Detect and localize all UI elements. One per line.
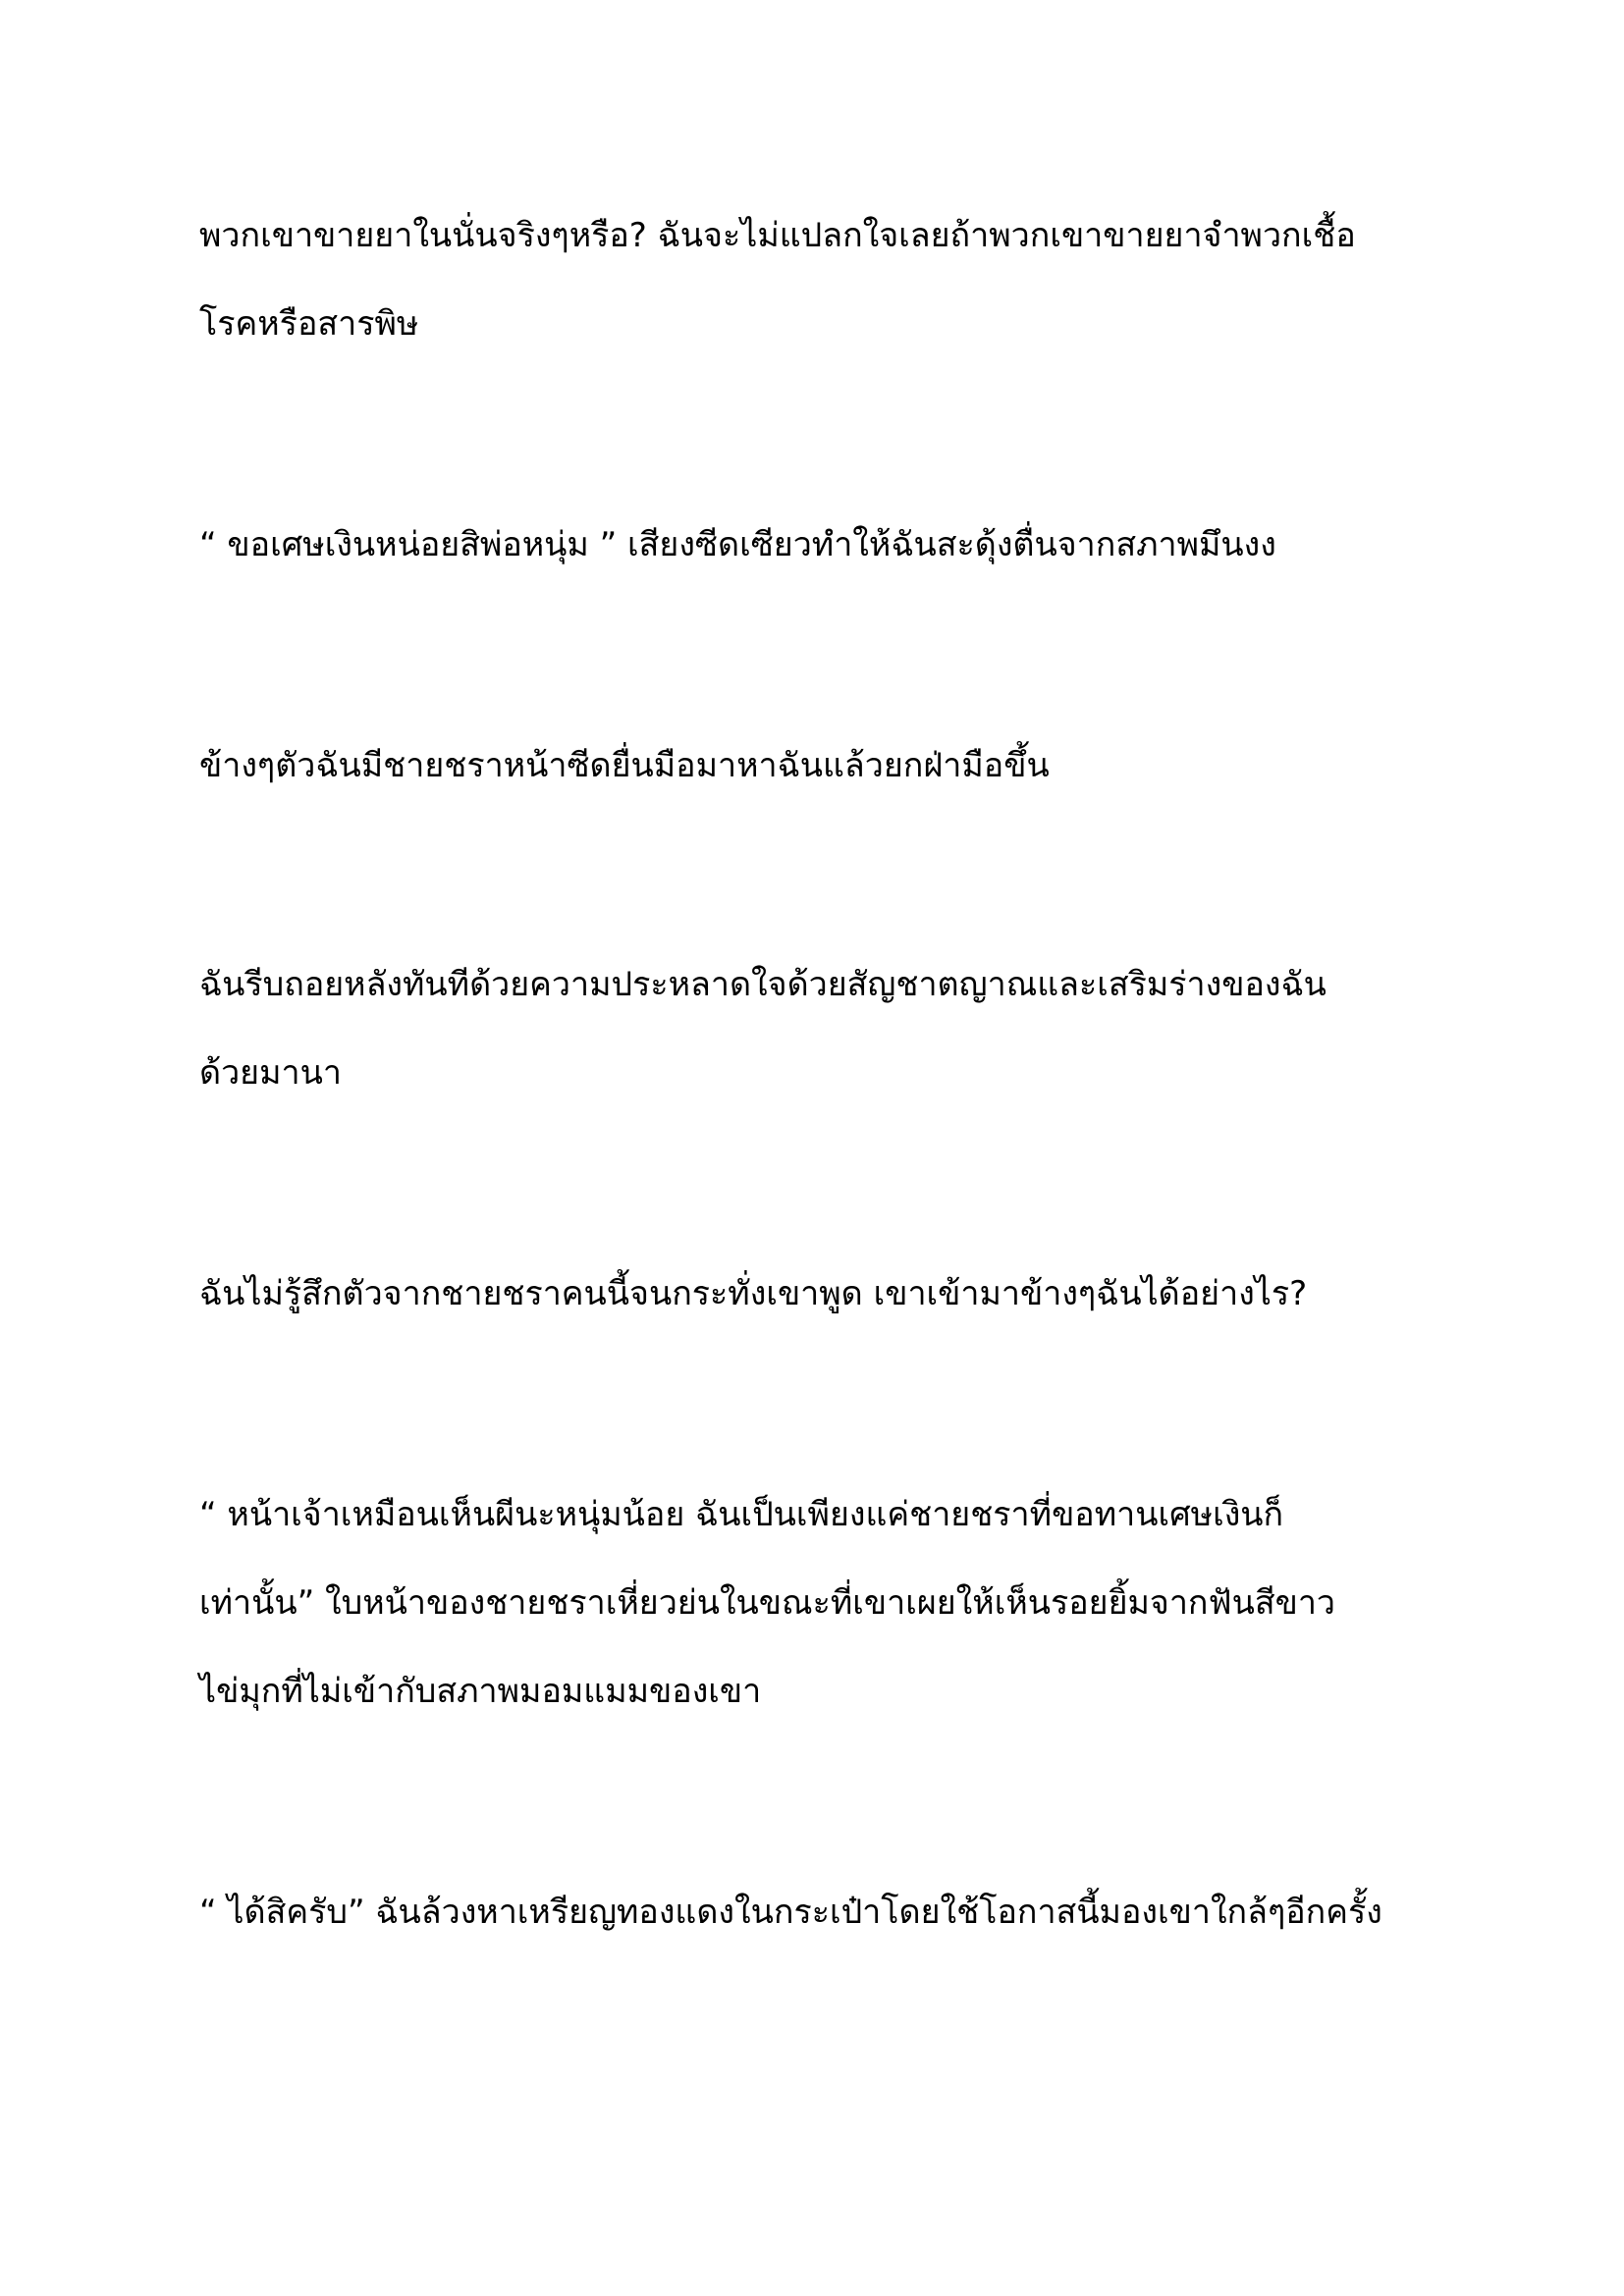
text-line: “ หน้าเจ้าเหมือนเห็นผีนะหนุ่มน้อย ฉันเป็นเพียงแค่ชายชราที่ขอทานเศษเงินก็	[199, 1495, 1284, 1534]
text-line: ข้างๆตัวฉันมีชายชราหน้าซีดยื่นมือมาหาฉันแล้วยกฝ่ามือขึ้น	[199, 746, 1050, 785]
text-line: พวกเขาขายยาในนั่นจริงๆหรือ? ฉันจะไม่แปลกใจเลยถ้าพวกเขาขายยาจำพวกเชื้อ	[199, 216, 1356, 255]
text-line: “ ขอเศษเงินหน่อยสิพ่อหนุ่ม ” เสียงซีดเซียวทำให้ฉันสะดุ้งตื่นจากสภาพมึนงง	[199, 525, 1276, 564]
text-line: ด้วยมานา	[199, 1053, 342, 1093]
text-line: เท่านั้น” ใบหน้าของชายชราเหี่ยวย่นในขณะที่เขาเผยให้เห็นรอยยิ้มจากฟันสีขาว	[199, 1583, 1335, 1623]
text-line: ฉันรีบถอยหลังทันทีด้วยความประหลาดใจด้วยสัญชาตญาณและเสริมร่างของฉัน	[199, 965, 1326, 1004]
text-line: “ ได้สิครับ” ฉันล้วงหาเหรียญทองแดงในกระเป๋าโดยใช้โอกาสนี้มองเขาใกล้ๆอีกครั้ง	[199, 1893, 1382, 1932]
text-line: ไข่มุกที่ไม่เข้ากับสภาพมอมแมมของเขา	[199, 1672, 762, 1711]
text-line: โรคหรือสารพิษ	[199, 304, 419, 344]
text-line: ฉันไม่รู้สึกตัวจากชายชราคนนี้จนกระทั่งเขาพูด เขาเข้ามาข้างๆฉันได้อย่างไร?	[199, 1274, 1308, 1313]
